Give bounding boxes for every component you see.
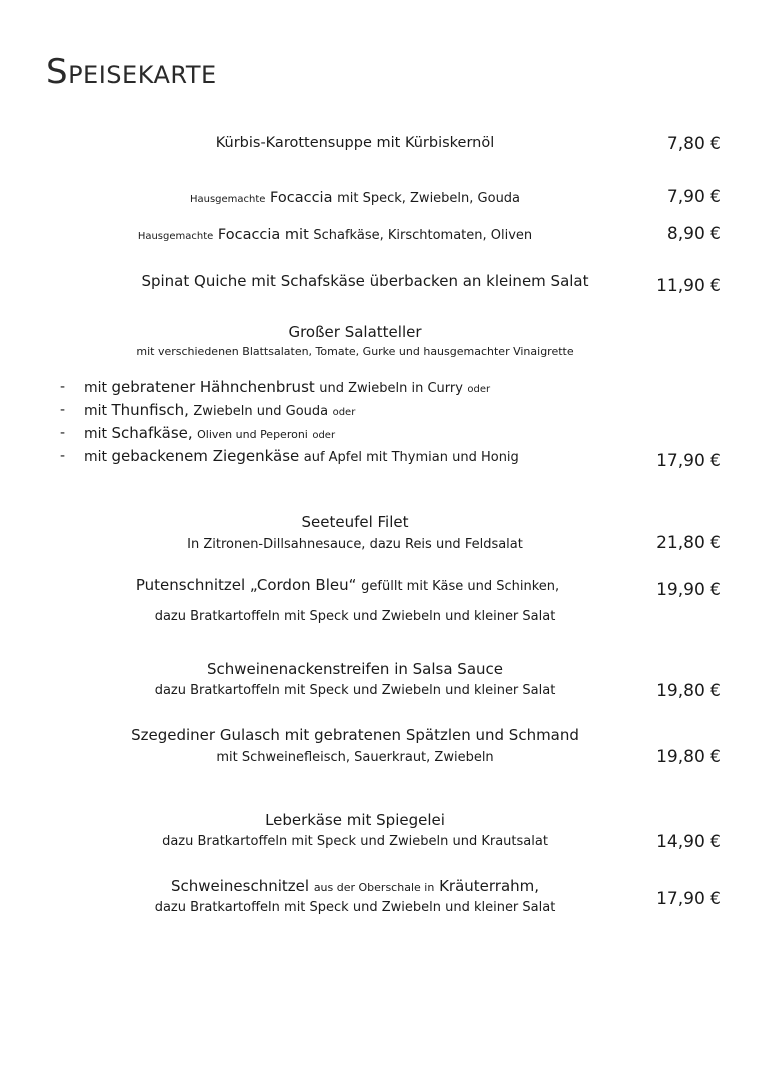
menu-item-schweineschnitzel [30,876,680,898]
option-pre: mit [84,380,108,396]
price-seeteufel: 21,80 € [656,533,721,553]
item-prefix: Hausgemachte [137,231,214,242]
menu-item-seeteufel: Seeteufel Filet [301,513,409,531]
price-focaccia-speck: 7,90 € [666,187,721,207]
menu-item-quiche: Spinat Quiche mit Schafskäse überbacken an kleinem Salat [141,272,589,290]
salad-option-ziegenkaese [84,446,519,469]
option-rest: Oliven und Peperoni [197,428,308,441]
salad-option-haehnchen [84,377,490,400]
price-focaccia-schafkaese: 8,90 € [666,224,721,244]
menu-item-gulasch: Szegediner Gulasch mit gebratenen Spätzlen und Schmand [131,726,579,744]
option-suffix: oder [312,430,336,441]
item-name: Schweineschnitzel [170,877,310,895]
salad-option-bullet: - [60,379,66,395]
price-salad: 17,90 € [656,451,721,471]
option-main: Schafkäse, [111,424,193,442]
price-schweineschnitzel: 17,90 € [656,889,721,909]
option-pre: mit [84,403,108,419]
price-quiche: 11,90 € [656,276,721,296]
menu-item-putenschnitzel [30,575,665,597]
item-description: aus der Oberschale in [313,881,435,894]
menu-item-schweinenacken: Schweinenackenstreifen in Salsa Sauce [206,660,503,678]
menu-item-focaccia-speck [30,188,680,210]
option-rest: Zwiebeln und Gouda [193,404,329,419]
option-pre: mit [84,426,108,442]
putenschnitzel-description: dazu Bratkartoffeln mit Speck und Zwiebeln und kleiner Salat [154,609,556,624]
option-main: gebackenem Ziegenkäse [111,447,300,465]
option-pre: mit [84,449,108,465]
option-suffix: oder [332,407,356,418]
price-gulasch: 19,80 € [656,747,721,767]
option-rest: auf Apfel mit Thymian und Honig [303,450,519,465]
salad-option-schafkaese [84,423,335,446]
option-main: gebratener Hähnchenbrust [111,378,315,396]
salad-subtitle: mit verschiedenen Blattsalaten, Tomate, Gurke und hausgemachter Vinaigrette [136,345,574,358]
item-name: Focaccia mit [217,227,309,243]
salad-option-bullet: - [60,402,66,418]
menu-item-soup: Kürbis-Karottensuppe mit Kürbiskernöl [215,135,495,151]
price-schweinenacken: 19,80 € [656,681,721,701]
salad-option-thunfisch [84,400,355,423]
schweineschnitzel-description: dazu Bratkartoffeln mit Speck und Zwiebeln und kleiner Salat [154,900,556,915]
salad-option-bullet: - [60,448,66,464]
page-title: Speisekarte [46,52,217,92]
option-suffix: oder [467,384,491,395]
salad-option-bullet: - [60,425,66,441]
item-description: gefüllt mit Käse und Schinken, [361,579,560,594]
price-putenschnitzel: 19,90 € [656,580,721,600]
salad-title: Großer Salatteller [288,323,422,341]
seeteufel-description: In Zitronen-Dillsahnesauce, dazu Reis und Feldsalat [187,537,523,552]
leberkaese-description: dazu Bratkartoffeln mit Speck und Zwiebeln und Krautsalat [162,834,548,849]
option-rest: und Zwiebeln in Curry [319,381,463,396]
item-prefix: Hausgemachte [189,194,266,205]
price-leberkaese: 14,90 € [656,832,721,852]
item-sauce: Kräuterrahm, [439,877,540,895]
menu-item-leberkaese: Leberkäse mit Spiegelei [265,811,445,829]
schweinenacken-description: dazu Bratkartoffeln mit Speck und Zwiebeln und kleiner Salat [154,683,556,698]
price-soup: 7,80 € [666,134,721,154]
item-name: Focaccia [270,190,333,206]
item-description: Schafkäse, Kirschtomaten, Oliven [313,228,533,243]
option-main: Thunfisch, [111,401,189,419]
menu-item-focaccia-schafkaese [30,225,640,247]
item-description: mit Speck, Zwiebeln, Gouda [337,191,521,206]
item-name: Putenschnitzel „Cordon Bleu“ [135,576,357,594]
gulasch-description: mit Schweinefleisch, Sauerkraut, Zwiebeln [216,750,494,765]
